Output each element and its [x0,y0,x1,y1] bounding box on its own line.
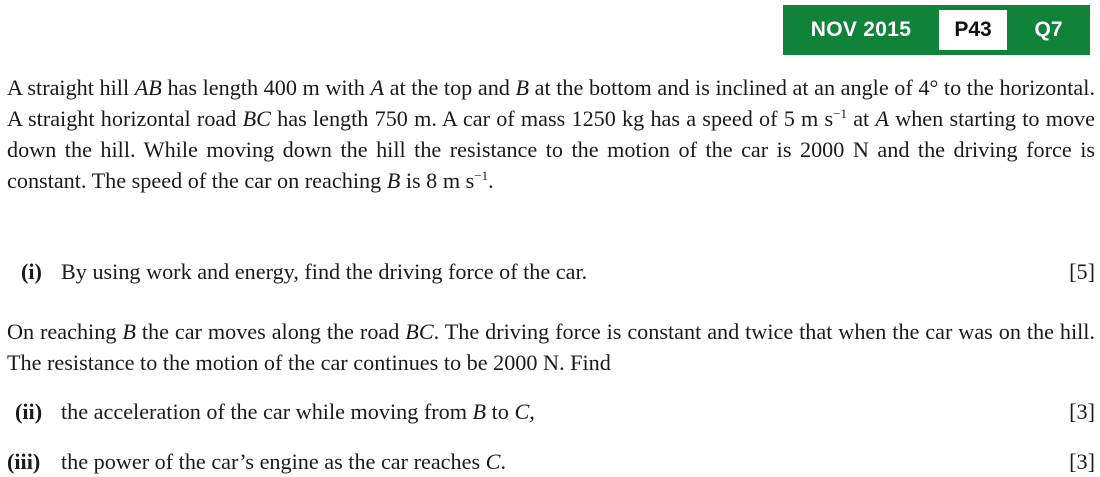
part-i-row [7,256,1095,287]
part-iii-number: (iii) [7,449,41,474]
part-i-marks: [5] [1069,259,1095,284]
middle-paragraph: On reaching B the car moves along the road BC. The driving force is constant and twice that when the car was on the hill. The resistance to the motion of the car continues to be 2000 N. Find [7,319,1095,375]
part-ii-row [7,396,1095,427]
part-ii-number: (ii) [15,399,43,424]
part-iii-marks: [3] [1069,449,1095,474]
question-intro-paragraph: A straight hill AB has length 400 m with A at the top and B at the bottom and is inclined at an angle of 4° to the horizontal. A straight horizontal road BC has length 750 m. A car of mass 1250 kg has a speed of 5 m $s^{-1}$ at A when starting to move down the hill. While moving down the hill the resistance to the motion of the car is 2000 N and the driving force is constant. The speed of the car on reaching B is 8 m $s^{-1}$. [7,75,1095,193]
question-header-badge [783,5,1090,55]
part-ii-text: the acceleration of the car while moving from B to C, [61,399,535,424]
part-ii-marks: [3] [1069,399,1095,424]
paper-label: P43 [939,10,1007,50]
part-i-text: By using work and energy, find the driving force of the car. [61,259,588,284]
part-iii-row [7,446,1095,477]
question-label: Q7 [1034,18,1063,41]
part-i-number: (i) [21,259,42,284]
part-iii-text: the power of the car’s engine as the car reaches C. [61,449,506,474]
session-label: NOV 2015 [810,18,912,41]
